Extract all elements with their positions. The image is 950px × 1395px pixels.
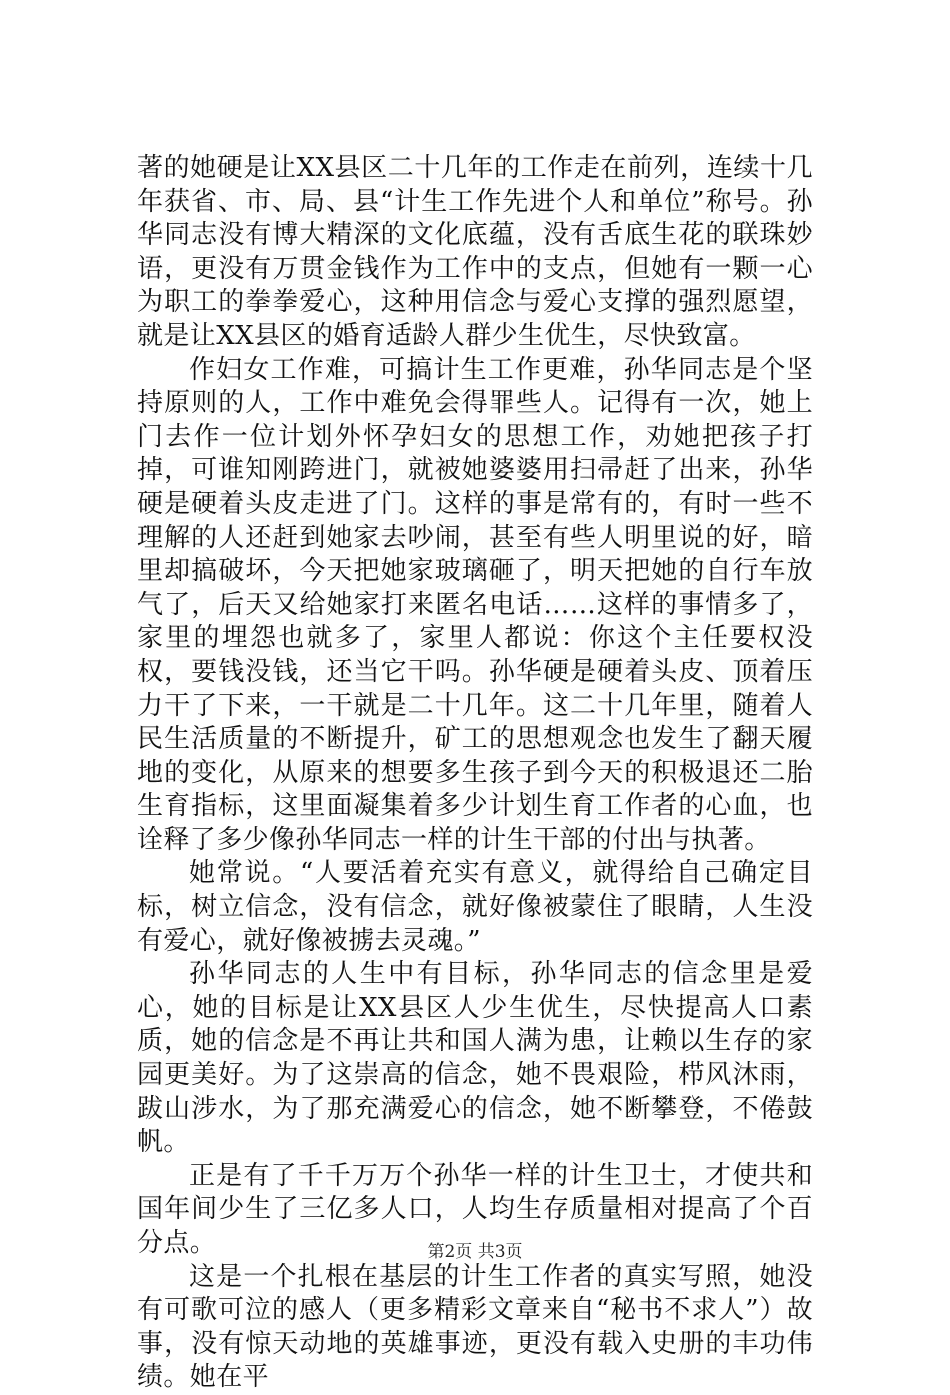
paragraph-3: 她常说。“人要活着充实有意义，就得给自己确定目标，树立信念，没有信念，就好像被蒙住了眼睛，人生没有爱心，就好像被掳去灵魂。” — [137, 858, 813, 956]
paragraph-6: 这是一个扎根在基层的计生工作者的真实写照，她没有可歌可泣的感人（更多精彩文章来自“秘书不求人”）故事，没有惊天动地的英雄事迹，更没有载入史册的丰功伟绩。她在平 — [137, 1261, 813, 1393]
document-body — [137, 152, 813, 1395]
paragraph-4: 孙华同志的人生中有目标，孙华同志的信念里是爱心，她的目标是让XX县区人少生优生，尽快提高人口素质，她的信念是不再让共和国人满为患，让赖以生存的家园更美好。为了这崇高的信念，她不畏艰险，栉风沐雨，跋山涉水，为了那充满爱心的信念，她不断攀登，不倦鼓帆。 — [137, 959, 813, 1158]
paragraph-5: 正是有了千千万万个孙华一样的计生卫士，才使共和国年间少生了三亿多人口，人均生存质量相对提高了个百分点。 — [137, 1160, 813, 1258]
paragraph-2: 作妇女工作难，可搞计生工作更难，孙华同志是个坚持原则的人，工作中难免会得罪些人。记得有一次，她上门去作一位计划外怀孕妇女的思想工作，劝她把孩子打掉，可谁知刚跨进门，就被她婆婆用扫帚赶了出来，孙华硬是硬着头皮走进了门。这样的事是常有的，有时一些不理解的人还赶到她家去吵闹，甚至有些人明里说的好，暗里却搞破坏，今天把她家玻璃砸了，明天把她的自行车放气了，后天又给她家打来匿名电话……这样的事情多了，家里的埋怨也就多了，家里人都说：你这个主任要权没权，要钱没钱，还当它干吗。孙华硬是硬着头皮、顶着压力干了下来，一干就是二十几年。这二十几年里，随着人民生活质量的不断提升，矿工的思想观念也发生了翻天履地的变化，从原来的想要多生孩子到今天的积极退还二胎生育指标，这里面凝集着多少计划生育工作者的心血，也诠释了多少像孙华同志一样的计生干部的付出与执著。 — [137, 354, 813, 855]
paragraph-1: 著的她硬是让XX县区二十几年的工作走在前列，连续十几年获省、市、局、县“计生工作先进个人和单位”称号。孙华同志没有博大精深的文化底蕴，没有舌底生花的联珠妙语，更没有万贯金钱作为工作中的支点，但她有一颗一心为职工的拳拳爱心，这种用信念与爱心支撑的强烈愿望，就是让XX县区的婚育适龄人群少生优生，尽快致富。 — [137, 153, 813, 351]
page-number-footer: 第2页 共3页 — [427, 1242, 523, 1262]
